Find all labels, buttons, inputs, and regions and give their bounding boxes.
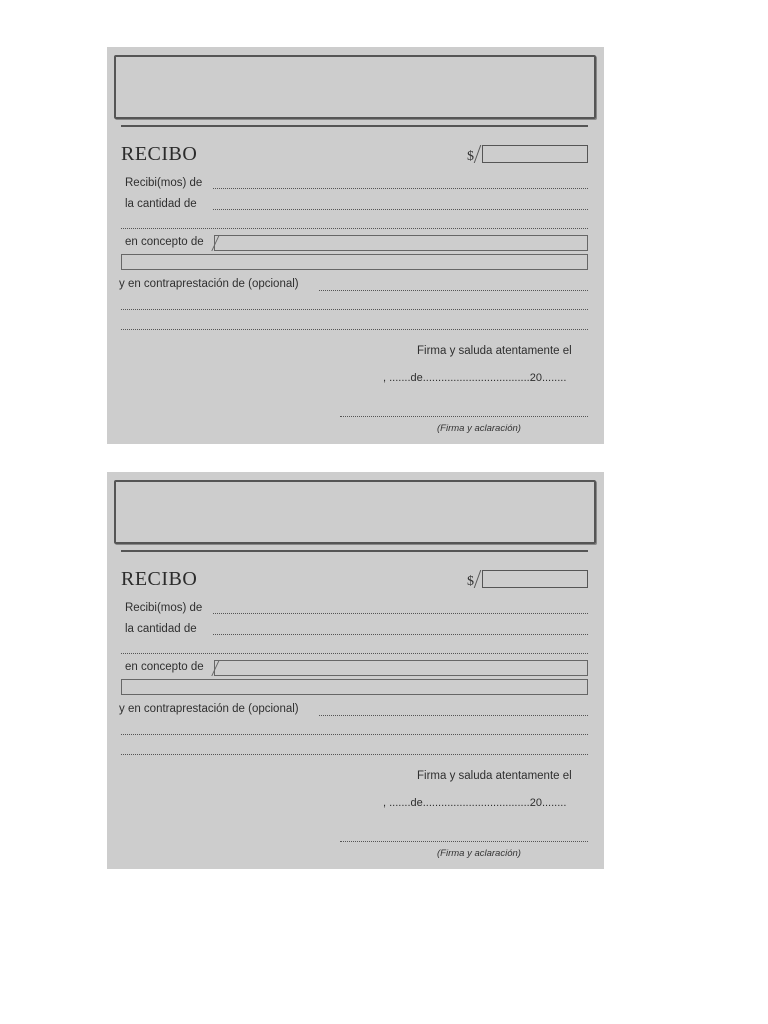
receipt-form-2 bbox=[107, 472, 604, 869]
currency-symbol: $ bbox=[467, 149, 474, 164]
concept-field-2[interactable] bbox=[121, 254, 588, 270]
header-box[interactable] bbox=[114, 55, 596, 119]
divider bbox=[121, 550, 588, 552]
consideration-label: y en contraprestación de (opcional) bbox=[119, 278, 299, 290]
amount-label: la cantidad de bbox=[125, 198, 197, 210]
concept-label: en concepto de bbox=[125, 661, 204, 673]
receipt-form-1 bbox=[107, 47, 604, 444]
signature-text: Firma y saluda atentamente el bbox=[417, 770, 572, 782]
consideration-line[interactable] bbox=[319, 715, 588, 716]
concept-label: en concepto de bbox=[125, 236, 204, 248]
amount-field-slant bbox=[474, 145, 482, 163]
consideration-line-2[interactable] bbox=[121, 309, 588, 310]
date-line[interactable]: , .......de...................................20........ bbox=[383, 372, 567, 384]
amount-label: la cantidad de bbox=[125, 623, 197, 635]
concept-field[interactable] bbox=[214, 235, 588, 251]
amount-words-line-2[interactable] bbox=[121, 228, 588, 229]
received-from-label: Recibi(mos) de bbox=[125, 177, 203, 189]
amount-field[interactable] bbox=[482, 145, 588, 163]
signature-line[interactable] bbox=[340, 841, 588, 842]
consideration-line-3[interactable] bbox=[121, 754, 588, 755]
divider bbox=[121, 125, 588, 127]
consideration-line-2[interactable] bbox=[121, 734, 588, 735]
amount-words-line-2[interactable] bbox=[121, 653, 588, 654]
concept-field[interactable] bbox=[214, 660, 588, 676]
amount-field-slant bbox=[474, 570, 482, 588]
consideration-line-3[interactable] bbox=[121, 329, 588, 330]
amount-words-line[interactable] bbox=[213, 634, 588, 635]
signature-text: Firma y saluda atentamente el bbox=[417, 345, 572, 357]
header-box[interactable] bbox=[114, 480, 596, 544]
signature-caption: (Firma y aclaración) bbox=[437, 423, 521, 434]
received-from-line[interactable] bbox=[213, 188, 588, 189]
consideration-label: y en contraprestación de (opcional) bbox=[119, 703, 299, 715]
received-from-line[interactable] bbox=[213, 613, 588, 614]
amount-field[interactable] bbox=[482, 570, 588, 588]
concept-field-2[interactable] bbox=[121, 679, 588, 695]
signature-caption: (Firma y aclaración) bbox=[437, 848, 521, 859]
date-line[interactable]: , .......de...................................20........ bbox=[383, 797, 567, 809]
receipt-title: RECIBO bbox=[121, 568, 198, 590]
receipt-title: RECIBO bbox=[121, 143, 198, 165]
currency-symbol: $ bbox=[467, 574, 474, 589]
consideration-line[interactable] bbox=[319, 290, 588, 291]
signature-line[interactable] bbox=[340, 416, 588, 417]
received-from-label: Recibi(mos) de bbox=[125, 602, 203, 614]
amount-words-line[interactable] bbox=[213, 209, 588, 210]
